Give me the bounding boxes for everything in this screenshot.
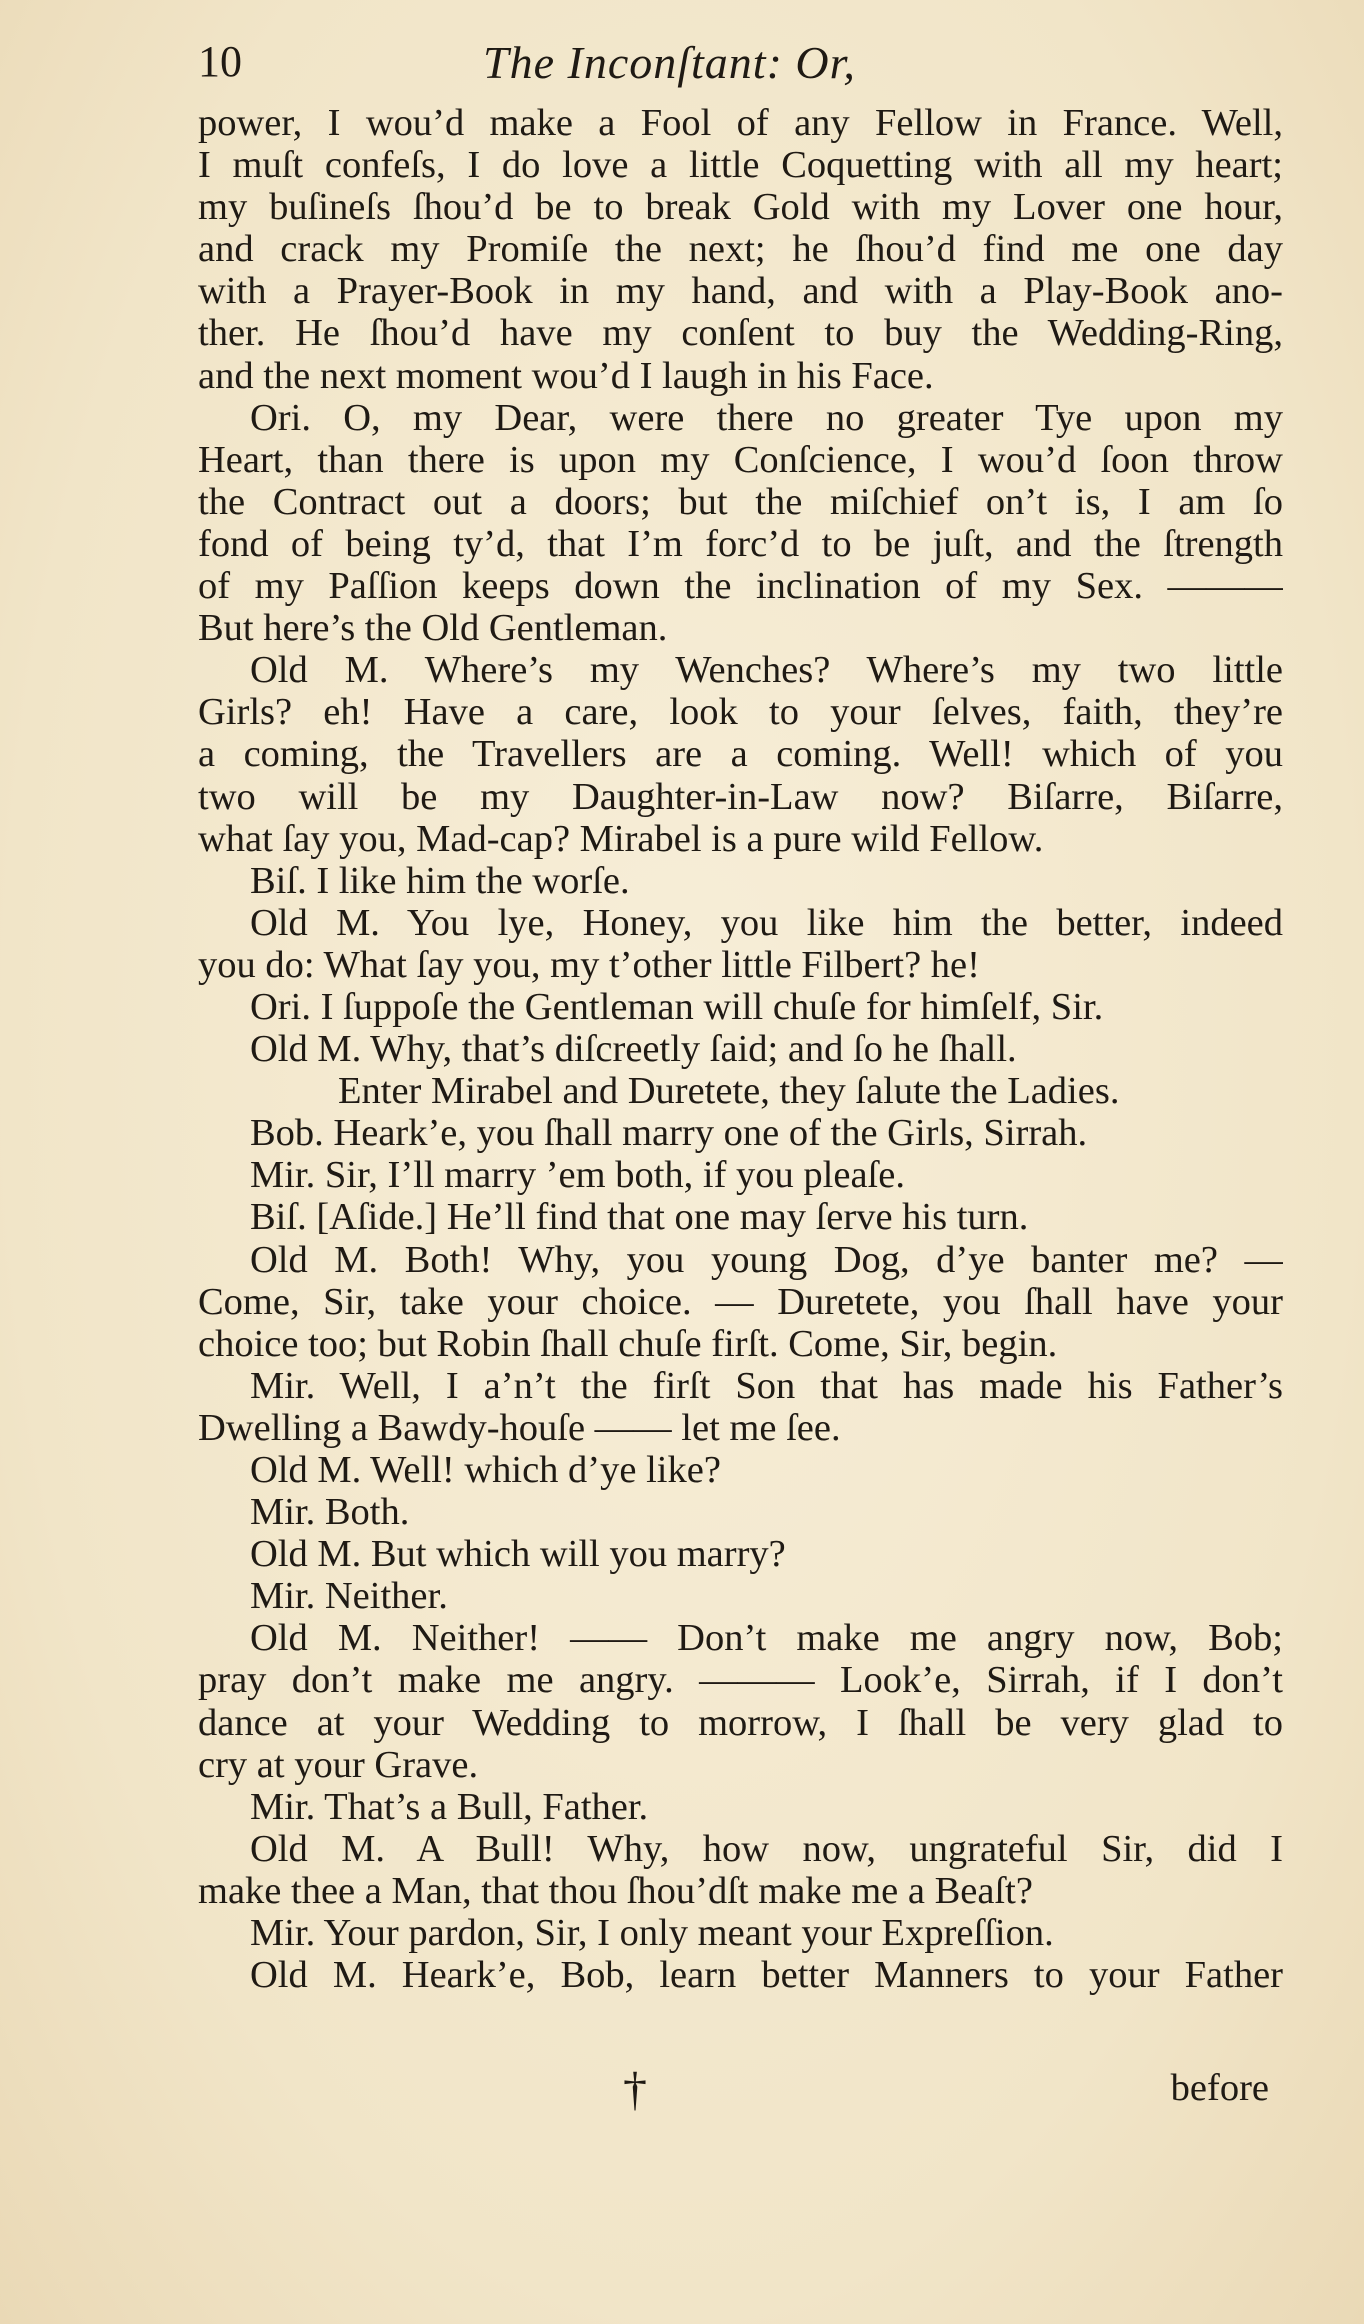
text-line: make thee a Man, that thou ſhou’dſt make me a Beaſt? (198, 1869, 1033, 1912)
text-block (198, 102, 1283, 1996)
text-line: cry at your Grave. (198, 1743, 479, 1786)
text-line: Enter Mirabel and Duretete, they ſalute the Ladies. (338, 1070, 1120, 1113)
text-line: Old M. But which will you marry? (250, 1533, 786, 1576)
text-line: Come, Sir, take your choice. — Duretete, you ſhall have your (198, 1280, 1283, 1323)
page-header (198, 36, 1283, 106)
text-line: Old M. You lye, Honey, you like him the better, indeed (250, 901, 1283, 944)
text-line: Old M. Heark’e, Bob, learn better Manners to your Father (250, 1954, 1283, 1997)
text-line: Old M. Neither! —— Don’t make me angry now, Bob; (250, 1617, 1283, 1660)
text-line: Heart, than there is upon my Conſcience, I wou’d ſoon throw (198, 438, 1283, 481)
page-number: 10 (198, 37, 242, 86)
text-line: you do: What ſay you, my t’other little Filbert? he! (198, 943, 980, 986)
running-head: The Inconſtant: Or, (483, 37, 856, 88)
page-footer (198, 2062, 1283, 2116)
signature-mark: † (623, 2063, 647, 2116)
text-line: Old M. Why, that’s diſcreetly ſaid; and ſo he ſhall. (250, 1028, 1017, 1071)
text-line: pray don’t make me angry. ——— Look’e, Sirrah, if I don’t (198, 1659, 1283, 1702)
text-line: power, I wou’d make a Fool of any Fellow in France. Well, (198, 102, 1283, 144)
text-line: fond of being ty’d, that I’m forc’d to be juſt, and the ſtrength (198, 522, 1283, 565)
text-line: dance at your Wedding to morrow, I ſhall be very glad to (198, 1701, 1283, 1744)
text-line: Old M. Well! which d’ye like? (250, 1449, 721, 1491)
text-line: with a Prayer-Book in my hand, and with a Play-Book ano- (198, 270, 1283, 313)
text-line: of my Paſſion keeps down the inclination of my Sex. ——— (198, 565, 1283, 608)
text-line: Mir. Neither. (250, 1575, 448, 1618)
text-line: the Contract out a doors; but the miſchief on’t is, I am ſo (198, 480, 1283, 523)
text-line: Mir. Sir, I’ll marry ’em both, if you pleaſe. (250, 1154, 905, 1197)
text-line: Old M. Both! Why, you young Dog, d’ye banter me? — (250, 1238, 1283, 1281)
text-line: a coming, the Travellers are a coming. Well! which of you (198, 733, 1283, 776)
text-line: Mir. Both. (250, 1491, 410, 1534)
text-line: Old M. Where’s my Wenches? Where’s my two little (250, 649, 1283, 692)
text-line: Mir. Well, I a’n’t the firſt Son that has made his Father’s (250, 1364, 1283, 1407)
text-line: Girls? eh! Have a care, look to your ſelves, faith, they’re (198, 691, 1283, 734)
text-line: Mir. That’s a Bull, Father. (250, 1785, 649, 1828)
text-line: Bob. Heark’e, you ſhall marry one of the Girls, Sirrah. (250, 1112, 1088, 1155)
text-line: choice too; but Robin ſhall chuſe firſt. Come, Sir, begin. (198, 1322, 1058, 1365)
text-line: Biſ. [Aſide.] He’ll find that one may ſerve his turn. (250, 1196, 1029, 1239)
catchword: before (1170, 2067, 1269, 2109)
text-line: ther. He ſhou’d have my conſent to buy the Wedding-Ring, (198, 312, 1283, 355)
text-line: and the next moment wou’d I laugh in his Face. (198, 354, 934, 397)
text-line: and crack my Promiſe the next; he ſhou’d find me one day (198, 228, 1283, 271)
text-line: Ori. I ſuppoſe the Gentleman will chuſe for himſelf, Sir. (250, 985, 1104, 1028)
text-line: Mir. Your pardon, Sir, I only meant your Expreſſion. (250, 1912, 1054, 1955)
text-line: Biſ. I like him the worſe. (250, 859, 630, 902)
text-line: my buſineſs ſhou’d be to break Gold with my Lover one hour, (198, 186, 1283, 229)
text-line: Ori. O, my Dear, were there no greater Tye upon my (250, 396, 1283, 439)
text-line: Old M. A Bull! Why, how now, ungrateful Sir, did I (250, 1827, 1283, 1870)
text-line: I muſt confeſs, I do love a little Coquetting with all my heart; (198, 144, 1283, 187)
text-line: But here’s the Old Gentleman. (198, 607, 668, 650)
text-line: Dwelling a Bawdy-houſe —— let me ſee. (198, 1406, 841, 1449)
text-line: two will be my Daughter-in-Law now? Biſarre, Biſarre, (198, 775, 1283, 818)
text-line: what ſay you, Mad-cap? Mirabel is a pure wild Fellow. (198, 817, 1044, 860)
